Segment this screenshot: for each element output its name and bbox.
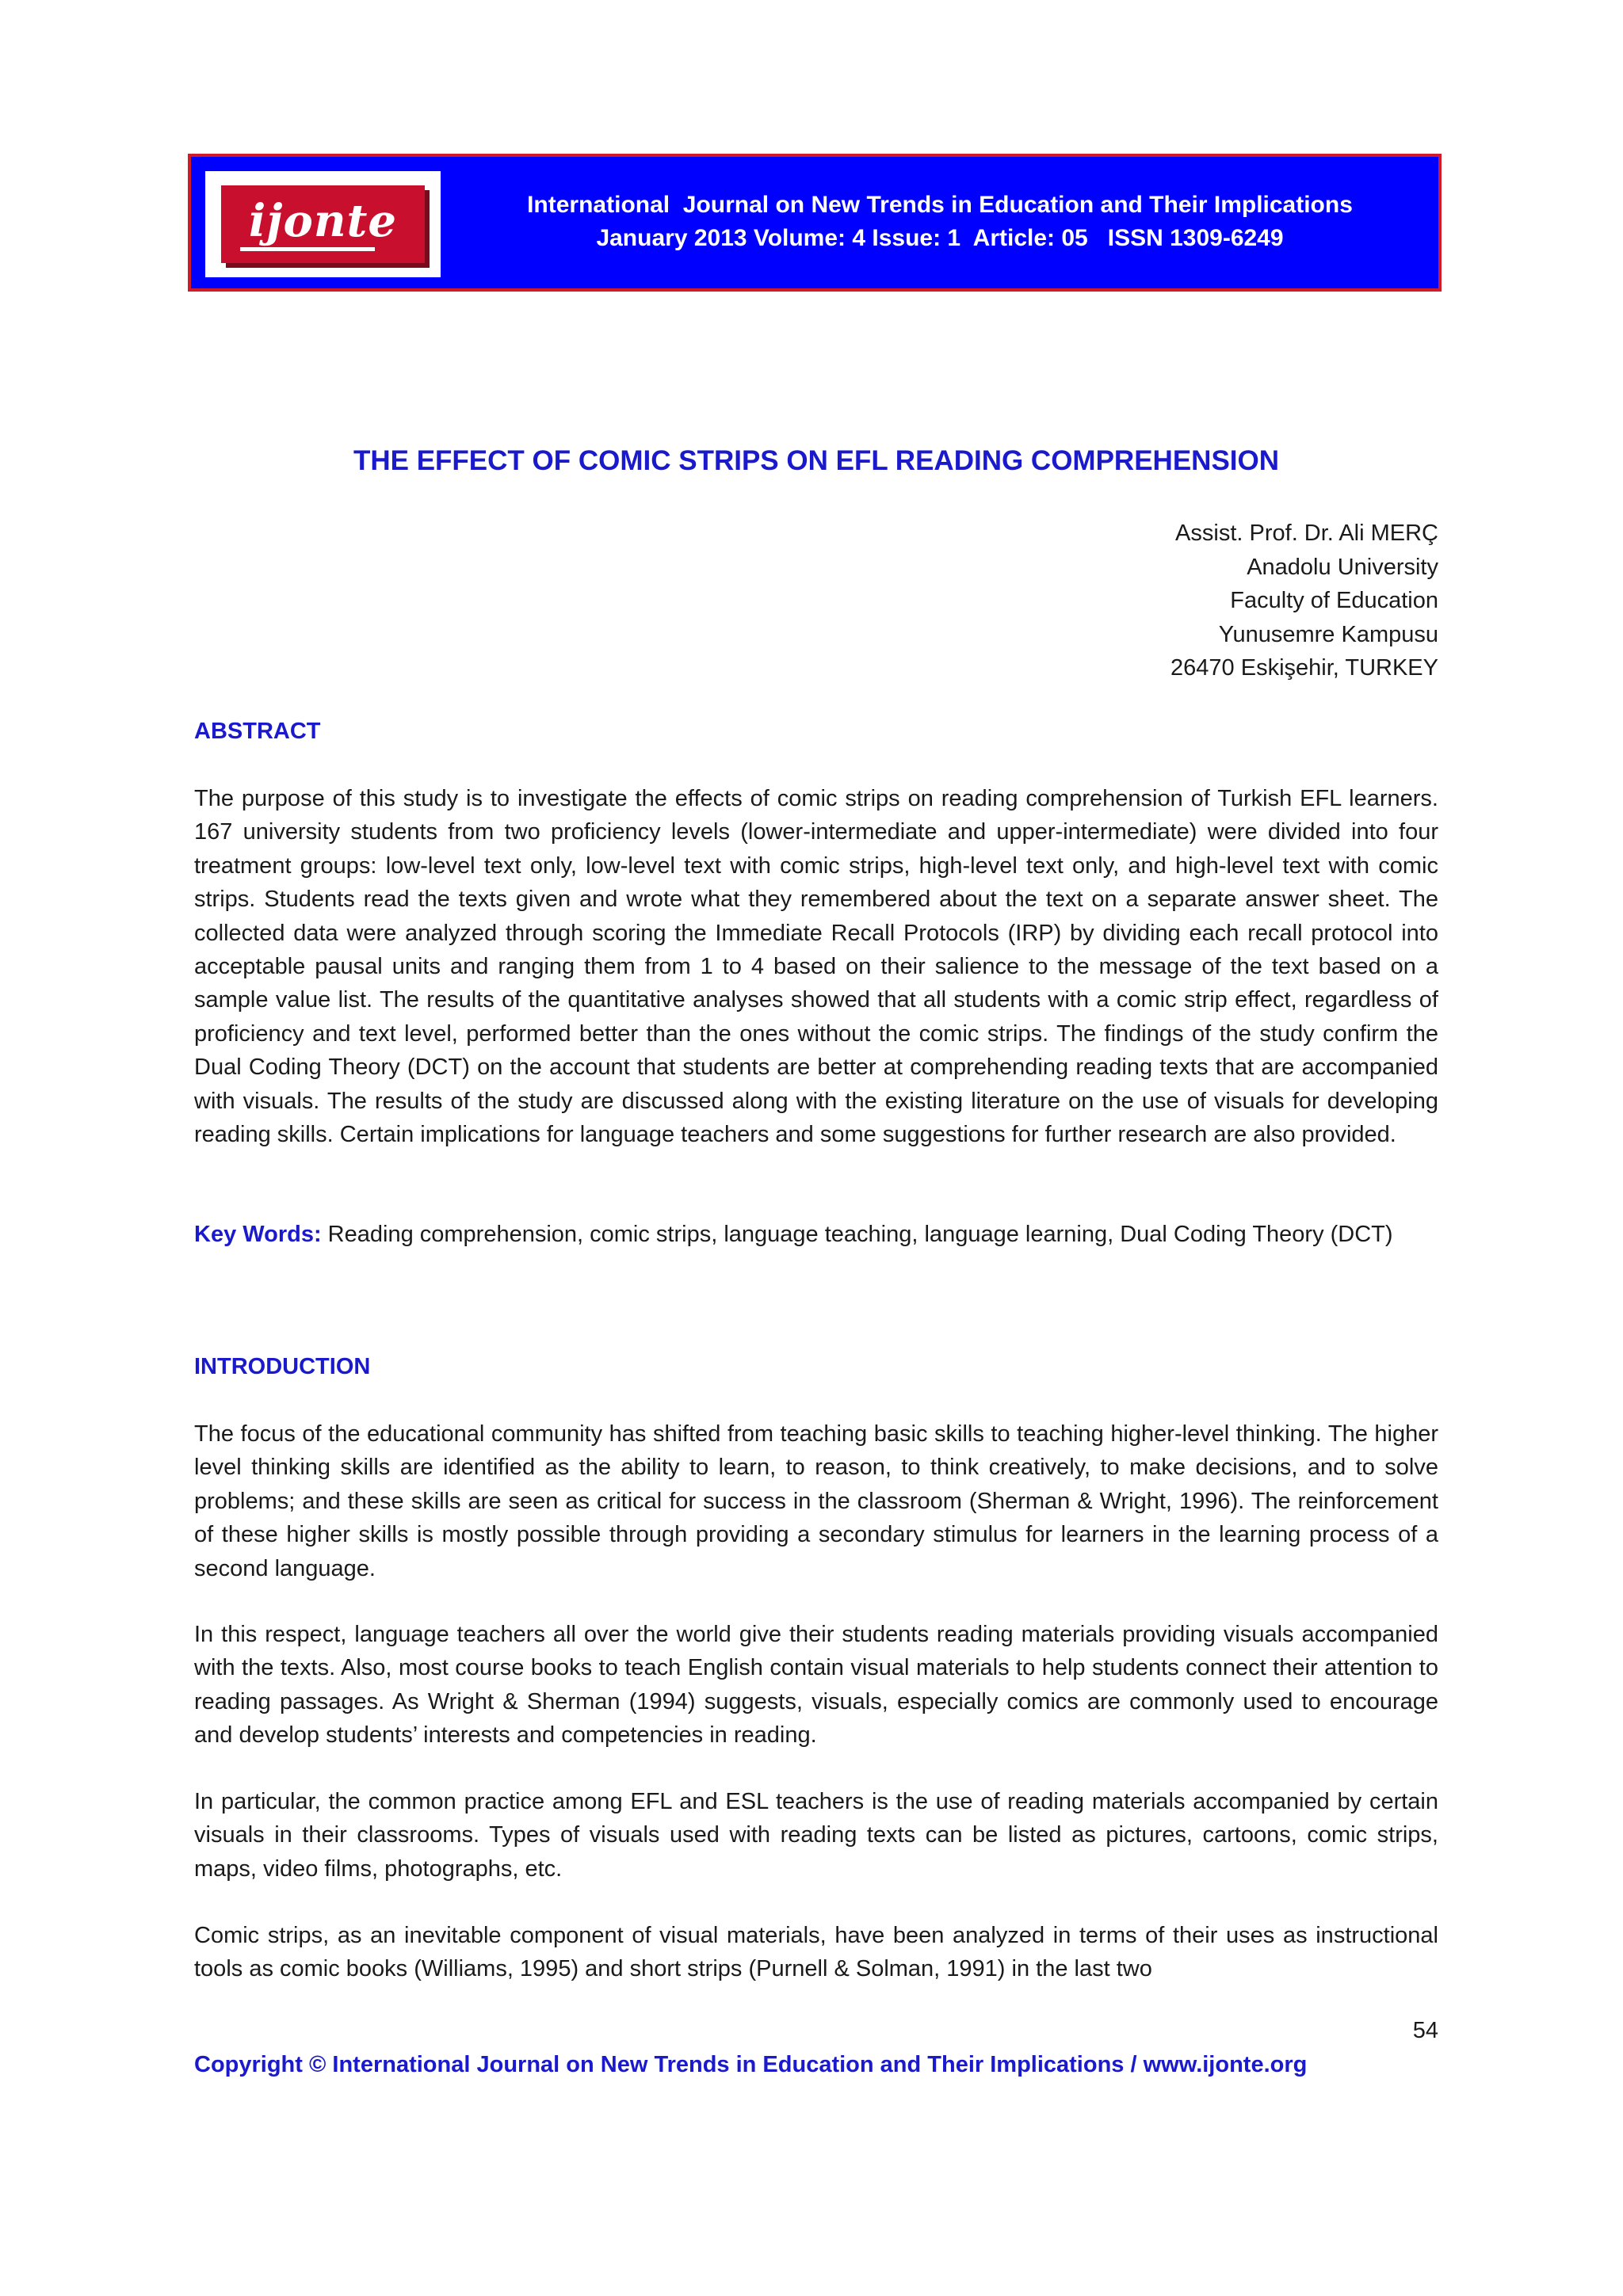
journal-line-1: International Journal on New Trends in Education and Their Implications <box>527 192 1353 218</box>
article-title: THE EFFECT OF COMIC STRIPS ON EFL READING COMPREHENSION <box>353 445 1280 476</box>
intro-paragraph-2: In this respect, language teachers all over the world give their students reading materials providing visuals accompanied with the texts. Also, most course books to teach English contain visual materials to help students connect their attention to reading passages. As Wright & Sherman (1994) suggests, visuals, especially comics are commonly used to encourage and develop students’ interests and competencies in reading. <box>194 1622 1438 1749</box>
author-campus: Yunusemre Kampusu <box>1218 621 1438 647</box>
abstract-heading: ABSTRACT <box>194 719 321 744</box>
author-block <box>804 517 1438 685</box>
logo-underline <box>240 247 375 251</box>
intro-paragraph-1: The focus of the educational community has shifted from teaching basic skills to teaching higher-level thinking. The higher level thinking skills are identified as the ability to learn, to reason, to think creatively, to make decisions, and to solve problems; and these skills are seen as critical for success in the classroom (Sherman & Wright, 1996). The reinforcement of these higher skills is mostly possible through providing a secondary stimulus for learners in the learning process of a second language. <box>194 1421 1438 1581</box>
author-faculty: Faculty of Education <box>1230 588 1438 613</box>
copyright-footer: Copyright © International Journal on New Trends in Education and Their Implications / www.ijonte.org <box>194 2052 1308 2077</box>
abstract-text: The purpose of this study is to investigate the effects of comic strips on reading comprehension of Turkish EFL learners. 167 university students from two proficiency levels (lower-intermediate and upper-intermediate) were divided into four treatment groups: low-level text only, low-level text with comic strips, high-level text only, and high-level text with comic strips. Students read the texts given and wrote what they remembered about the text on a separate answer sheet. The collected data were analyzed through scoring the Immediate Recall Protocols (IRP) by dividing each recall protocol into acceptable pausal units and ranging them from 1 to 4 based on their salience to the message of the text based on a sample value list. The results of the quantitative analyses showed that all students with a comic strip effect, regardless of proficiency and text level, performed better than the ones without the comic strips. The findings of the study confirm the Dual Coding Theory (DCT) on the account that students are better at comprehending reading texts that are accompanied with visuals. The results of the study are discussed along with the existing literature on the use of visuals for developing reading skills. Certain implications for language teachers and some suggestions for further research are also provided. <box>194 786 1438 1148</box>
keywords <box>194 1218 1438 1251</box>
logo-text: ijonte <box>248 195 398 247</box>
logo-plate <box>221 185 425 263</box>
author-name: Assist. Prof. Dr. Ali MERÇ <box>1175 521 1438 546</box>
journal-header-banner <box>188 154 1442 292</box>
author-city: 26470 Eskişehir, TURKEY <box>1170 655 1438 681</box>
journal-info <box>453 189 1427 255</box>
journal-logo <box>205 171 441 277</box>
introduction-heading: INTRODUCTION <box>194 1354 371 1379</box>
author-university: Anadolu University <box>1247 554 1438 580</box>
journal-line-2: January 2013 Volume: 4 Issue: 1 Article: 05 ISSN 1309-6249 <box>596 225 1284 251</box>
intro-paragraph-3: In particular, the common practice among EFL and ESL teachers is the use of reading materials accompanied by certain visuals in their classrooms. Types of visuals used with reading texts can be listed as pictures, cartoons, comic strips, maps, video films, photographs, etc. <box>194 1789 1438 1882</box>
keywords-label: Key Words: <box>194 1222 322 1247</box>
intro-paragraph-4: Comic strips, as an inevitable component of visual materials, have been analyzed in terms of their uses as instructional tools as comic books (Williams, 1995) and short strips (Purnell & Solman, 1991) in the last two <box>194 1923 1438 1982</box>
page-number: 54 <box>1412 2018 1438 2043</box>
keywords-text: Reading comprehension, comic strips, language teaching, language learning, Dual Coding Theory (DCT) <box>321 1222 1393 1247</box>
